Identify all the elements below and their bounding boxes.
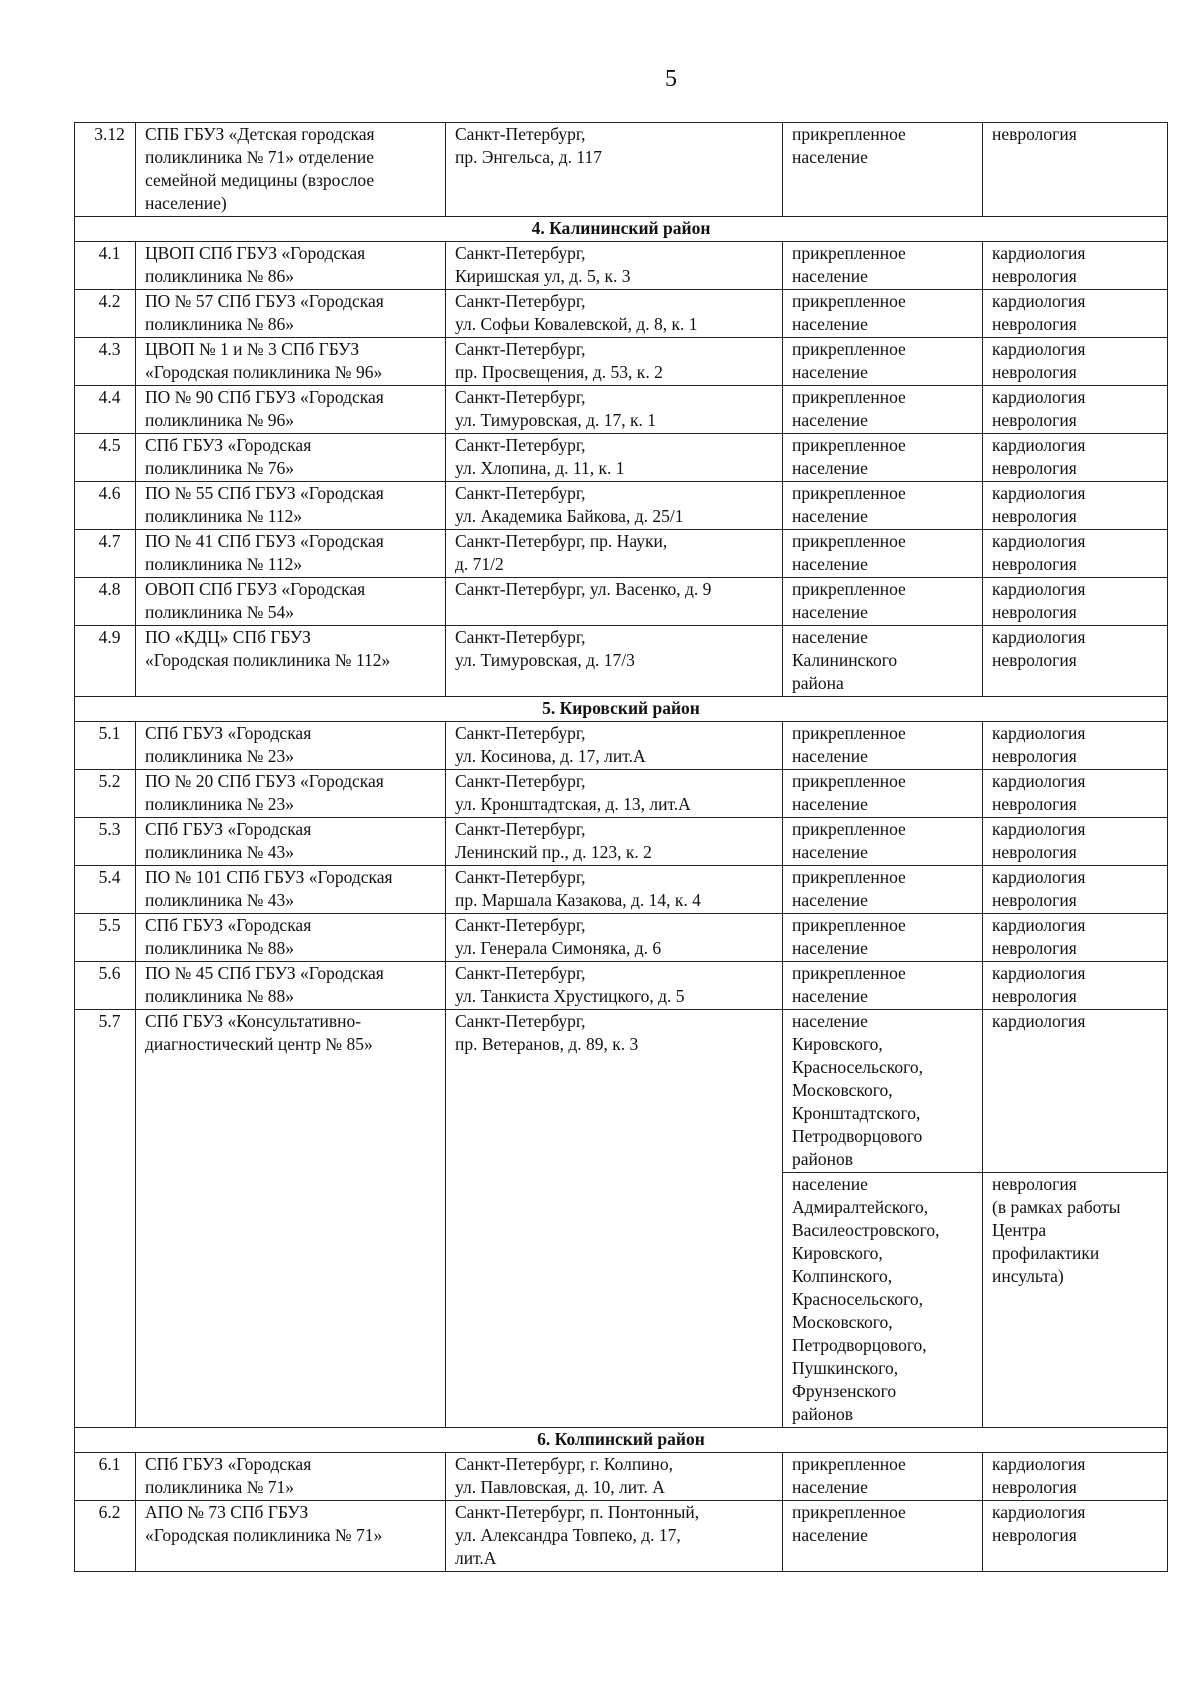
- address-cell-line: ул. Тимуровская, д. 17, к. 1: [455, 410, 657, 430]
- specialty-cell-line: кардиология: [992, 387, 1086, 407]
- specialty-cell-line: неврология: [992, 602, 1077, 622]
- institution-name-cell-line: ПО № 41 СПб ГБУЗ «Городская: [145, 531, 384, 551]
- institution-name-cell-line: СПб ГБУЗ «Городская: [145, 915, 312, 935]
- specialty-cell: [983, 626, 1168, 697]
- institution-name-cell-line: ЦВОП СПб ГБУЗ «Городская: [145, 243, 366, 263]
- section-header-row: [75, 697, 1168, 722]
- institution-name-cell: [136, 1501, 446, 1572]
- population-cell-line: Кировского,: [792, 1243, 883, 1263]
- specialty-cell-line: кардиология: [992, 963, 1086, 983]
- population-cell: [783, 123, 983, 217]
- institution-name-cell-line: поликлиника № 71» отделение: [145, 147, 374, 167]
- address-cell-line: Санкт-Петербург,: [455, 963, 586, 983]
- population-cell-line: Колпинского,: [792, 1266, 893, 1286]
- population-cell-line: Пушкинского,: [792, 1358, 899, 1378]
- institution-name-cell: [136, 530, 446, 578]
- institution-name-cell: [136, 914, 446, 962]
- specialty-cell-line: кардиология: [992, 291, 1086, 311]
- address-cell: [446, 242, 783, 290]
- institution-name-cell: [136, 626, 446, 697]
- table-row: [75, 290, 1168, 338]
- row-number: 5.1: [75, 722, 136, 770]
- institution-name-cell: [136, 386, 446, 434]
- specialty-cell: [983, 1501, 1168, 1572]
- population-cell-line: население: [792, 314, 868, 334]
- row-number: 4.7: [75, 530, 136, 578]
- address-cell-line: Санкт-Петербург,: [455, 771, 586, 791]
- specialty-cell: [983, 1453, 1168, 1501]
- address-cell-line: Санкт-Петербург,: [455, 819, 586, 839]
- specialty-cell: [983, 818, 1168, 866]
- specialty-cell-line: неврология: [992, 506, 1077, 526]
- address-cell: [446, 818, 783, 866]
- population-cell-line: прикрепленное: [792, 579, 906, 599]
- specialty-cell: [983, 722, 1168, 770]
- row-number: 4.6: [75, 482, 136, 530]
- address-cell: [446, 1453, 783, 1501]
- institution-name-cell: [136, 818, 446, 866]
- specialty-cell-line: кардиология: [992, 435, 1086, 455]
- table-row: [75, 626, 1168, 697]
- population-cell-line: Красносельского,: [792, 1057, 923, 1077]
- address-cell-line: ул. Павловская, д. 10, лит. А: [455, 1477, 665, 1497]
- population-cell-line: население: [792, 458, 868, 478]
- institution-name-cell-line: СПБ ГБУЗ «Детская городская: [145, 124, 375, 144]
- address-cell-line: Санкт-Петербург,: [455, 723, 586, 743]
- address-cell-line: ул. Косинова, д. 17, лит.А: [455, 746, 646, 766]
- population-cell-line: население: [792, 602, 868, 622]
- population-cell-line: население: [792, 794, 868, 814]
- institution-name-cell-line: ОВОП СПб ГБУЗ «Городская: [145, 579, 366, 599]
- specialty-cell: [983, 482, 1168, 530]
- institution-name-cell-line: СПб ГБУЗ «Городская: [145, 819, 312, 839]
- address-cell-line: Санкт-Петербург,: [455, 387, 586, 407]
- address-cell-line: ул. Александра Товпеко, д. 17,: [455, 1525, 681, 1545]
- specialty-cell-line: неврология: [992, 124, 1077, 144]
- population-cell-line: районов: [792, 1149, 854, 1169]
- table-row: [75, 242, 1168, 290]
- section-header-row: [75, 217, 1168, 242]
- address-cell-line: д. 71/2: [455, 554, 504, 574]
- address-cell-line: Санкт-Петербург, г. Колпино,: [455, 1454, 674, 1474]
- table-row: [75, 1010, 1168, 1173]
- section-header-row: [75, 1428, 1168, 1453]
- table-row: [75, 123, 1168, 217]
- address-cell-line: Санкт-Петербург,: [455, 339, 586, 359]
- population-cell-line: население: [792, 1011, 868, 1031]
- specialty-cell-line: неврология: [992, 650, 1077, 670]
- population-cell: [783, 914, 983, 962]
- institution-name-cell-line: поликлиника № 76»: [145, 458, 295, 478]
- population-cell-line: население: [792, 1477, 868, 1497]
- population-cell: [783, 1501, 983, 1572]
- table-row: [75, 914, 1168, 962]
- specialty-cell-line: неврология: [992, 938, 1077, 958]
- address-cell: [446, 123, 783, 217]
- address-cell-line: Ленинский пр., д. 123, к. 2: [455, 842, 652, 862]
- specialty-cell: [983, 530, 1168, 578]
- population-cell-line: прикрепленное: [792, 819, 906, 839]
- population-cell-line: Василеостровского,: [792, 1220, 940, 1240]
- population-cell-line: население: [792, 410, 868, 430]
- institution-name-cell-line: СПб ГБУЗ «Консультативно-: [145, 1011, 362, 1031]
- specialty-cell: [983, 578, 1168, 626]
- specialty-cell-line: кардиология: [992, 867, 1086, 887]
- specialty-cell: [983, 770, 1168, 818]
- specialty-cell-line: кардиология: [992, 1454, 1086, 1474]
- population-cell-line: прикрепленное: [792, 531, 906, 551]
- specialty-cell-line: кардиология: [992, 483, 1086, 503]
- institution-name-cell-line: поликлиника № 23»: [145, 794, 295, 814]
- address-cell-line: Санкт-Петербург,: [455, 915, 586, 935]
- section-title: 6. Колпинский район: [75, 1428, 1168, 1453]
- row-number: 5.4: [75, 866, 136, 914]
- institution-name-cell-line: поликлиника № 43»: [145, 842, 295, 862]
- section-title: 5. Кировский район: [75, 697, 1168, 722]
- population-cell-line: население: [792, 938, 868, 958]
- population-cell-line: района: [792, 673, 844, 693]
- table-row: [75, 722, 1168, 770]
- address-cell-line: ул. Танкиста Хрустицкого, д. 5: [455, 986, 685, 1006]
- table-row: [75, 386, 1168, 434]
- specialty-cell-line: инсульта): [992, 1266, 1064, 1286]
- specialty-cell-line: кардиология: [992, 627, 1086, 647]
- address-cell: [446, 722, 783, 770]
- specialty-cell-line: Центра: [992, 1220, 1047, 1240]
- table-row: [75, 818, 1168, 866]
- specialty-cell-line: кардиология: [992, 579, 1086, 599]
- population-cell: [783, 1010, 983, 1173]
- population-cell-line: Кировского,: [792, 1034, 883, 1054]
- institution-name-cell-line: СПб ГБУЗ «Городская: [145, 1454, 312, 1474]
- population-cell: [783, 338, 983, 386]
- address-cell: [446, 914, 783, 962]
- institution-name-cell: [136, 242, 446, 290]
- address-cell-line: пр. Энгельса, д. 117: [455, 147, 602, 167]
- institution-name-cell-line: поликлиника № 86»: [145, 266, 295, 286]
- population-cell: [783, 290, 983, 338]
- population-cell-line: население: [792, 362, 868, 382]
- population-cell: [783, 242, 983, 290]
- specialty-cell-line: кардиология: [992, 243, 1086, 263]
- institution-name-cell: [136, 722, 446, 770]
- address-cell: [446, 578, 783, 626]
- population-cell-line: население: [792, 1525, 868, 1545]
- population-cell-line: прикрепленное: [792, 387, 906, 407]
- address-cell-line: Санкт-Петербург,: [455, 124, 586, 144]
- population-cell: [783, 482, 983, 530]
- specialty-cell-line: неврология: [992, 986, 1077, 1006]
- address-cell: [446, 1501, 783, 1572]
- address-cell-line: ул. Академика Байкова, д. 25/1: [455, 506, 684, 526]
- address-cell-line: Санкт-Петербург, пр. Науки,: [455, 531, 668, 551]
- address-cell-line: ул. Хлопина, д. 11, к. 1: [455, 458, 625, 478]
- specialty-cell-line: (в рамках работы: [992, 1197, 1121, 1217]
- institution-name-cell-line: поликлиника № 88»: [145, 986, 295, 1006]
- specialty-cell-line: неврология: [992, 842, 1077, 862]
- population-cell: [783, 770, 983, 818]
- population-cell-line: прикрепленное: [792, 1502, 906, 1522]
- section-title: 4. Калининский район: [75, 217, 1168, 242]
- institution-name-cell-line: СПб ГБУЗ «Городская: [145, 723, 312, 743]
- institution-name-cell: [136, 338, 446, 386]
- institution-name-cell-line: ПО № 20 СПб ГБУЗ «Городская: [145, 771, 384, 791]
- population-cell-line: Красносельского,: [792, 1289, 923, 1309]
- population-cell-line: прикрепленное: [792, 963, 906, 983]
- institution-name-cell-line: «Городская поликлиника № 96»: [145, 362, 383, 382]
- specialty-cell-line: неврология: [992, 314, 1077, 334]
- row-number: 4.1: [75, 242, 136, 290]
- address-cell-line: Санкт-Петербург,: [455, 291, 586, 311]
- population-cell-line: Фрунзенского: [792, 1381, 897, 1401]
- row-number: 6.1: [75, 1453, 136, 1501]
- population-cell-line: Адмиралтейского,: [792, 1197, 929, 1217]
- specialty-cell: [983, 914, 1168, 962]
- specialty-cell: [983, 290, 1168, 338]
- population-cell-line: прикрепленное: [792, 1454, 906, 1474]
- table-row: [75, 482, 1168, 530]
- specialty-cell-line: кардиология: [992, 339, 1086, 359]
- population-cell-line: прикрепленное: [792, 723, 906, 743]
- population-cell-line: прикрепленное: [792, 291, 906, 311]
- population-cell-line: Московского,: [792, 1080, 893, 1100]
- clinics-table-body: [75, 123, 1168, 1572]
- address-cell-line: Санкт-Петербург,: [455, 243, 586, 263]
- row-number: 5.5: [75, 914, 136, 962]
- institution-name-cell-line: поликлиника № 71»: [145, 1477, 295, 1497]
- institution-name-cell-line: поликлиника № 112»: [145, 506, 303, 526]
- population-cell-line: прикрепленное: [792, 771, 906, 791]
- address-cell-line: пр. Просвещения, д. 53, к. 2: [455, 362, 663, 382]
- specialty-cell-line: неврология: [992, 746, 1077, 766]
- row-number: 5.2: [75, 770, 136, 818]
- population-cell-line: прикрепленное: [792, 915, 906, 935]
- row-number: 4.4: [75, 386, 136, 434]
- population-cell-line: население: [792, 986, 868, 1006]
- row-number: 5.3: [75, 818, 136, 866]
- population-cell-line: Калининского: [792, 650, 898, 670]
- institution-name-cell: [136, 866, 446, 914]
- table-row: [75, 530, 1168, 578]
- address-cell-line: Санкт-Петербург,: [455, 1011, 586, 1031]
- population-cell-line: прикрепленное: [792, 339, 906, 359]
- specialty-cell: [983, 242, 1168, 290]
- population-cell-line: прикрепленное: [792, 867, 906, 887]
- specialty-cell-line: кардиология: [992, 1502, 1086, 1522]
- population-cell: [783, 434, 983, 482]
- institution-name-cell-line: поликлиника № 23»: [145, 746, 295, 766]
- row-number: 4.9: [75, 626, 136, 697]
- address-cell-line: ул. Генерала Симоняка, д. 6: [455, 938, 662, 958]
- specialty-cell: [983, 1010, 1168, 1173]
- specialty-cell-line: кардиология: [992, 819, 1086, 839]
- row-number: 4.8: [75, 578, 136, 626]
- table-row: [75, 338, 1168, 386]
- specialty-cell-line: неврология: [992, 410, 1077, 430]
- address-cell: [446, 770, 783, 818]
- specialty-cell: [983, 338, 1168, 386]
- specialty-cell: [983, 866, 1168, 914]
- institution-name-cell-line: ПО № 57 СПб ГБУЗ «Городская: [145, 291, 384, 311]
- population-cell-line: Московского,: [792, 1312, 893, 1332]
- population-cell: [783, 626, 983, 697]
- address-cell-line: Санкт-Петербург, ул. Васенко, д. 9: [455, 579, 712, 599]
- population-cell: [783, 1453, 983, 1501]
- institution-name-cell: [136, 770, 446, 818]
- institution-name-cell-line: «Городская поликлиника № 112»: [145, 650, 391, 670]
- population-cell-line: прикрепленное: [792, 243, 906, 263]
- population-cell-line: население: [792, 1174, 868, 1194]
- table-row: [75, 578, 1168, 626]
- institution-name-cell: [136, 123, 446, 217]
- specialty-cell-line: кардиология: [992, 915, 1086, 935]
- institution-name-cell-line: поликлиника № 86»: [145, 314, 295, 334]
- institution-name-cell: [136, 290, 446, 338]
- population-cell-line: население: [792, 266, 868, 286]
- table-row: [75, 434, 1168, 482]
- specialty-cell: [983, 123, 1168, 217]
- row-number: 4.5: [75, 434, 136, 482]
- specialty-cell-line: кардиология: [992, 531, 1086, 551]
- specialty-cell-line: неврология: [992, 1477, 1077, 1497]
- institution-name-cell-line: АПО № 73 СПб ГБУЗ: [145, 1502, 309, 1522]
- address-cell-line: Санкт-Петербург,: [455, 867, 586, 887]
- institution-name-cell-line: «Городская поликлиника № 71»: [145, 1525, 383, 1545]
- specialty-cell-line: кардиология: [992, 1011, 1086, 1031]
- population-cell-line: население: [792, 842, 868, 862]
- population-cell-line: Кронштадтского,: [792, 1103, 921, 1123]
- row-number: 5.7: [75, 1010, 136, 1428]
- population-cell: [783, 386, 983, 434]
- specialty-cell: [983, 386, 1168, 434]
- institution-name-cell-line: ПО № 45 СПб ГБУЗ «Городская: [145, 963, 384, 983]
- population-cell: [783, 530, 983, 578]
- population-cell-line: прикрепленное: [792, 483, 906, 503]
- specialty-cell: [983, 434, 1168, 482]
- population-cell-line: население: [792, 506, 868, 526]
- row-number: 4.3: [75, 338, 136, 386]
- row-number: 4.2: [75, 290, 136, 338]
- institution-name-cell-line: ЦВОП № 1 и № 3 СПб ГБУЗ: [145, 339, 360, 359]
- specialty-cell-line: неврология: [992, 554, 1077, 574]
- population-cell: [783, 722, 983, 770]
- institution-name-cell: [136, 1453, 446, 1501]
- address-cell: [446, 386, 783, 434]
- address-cell: [446, 338, 783, 386]
- population-cell-line: население: [792, 746, 868, 766]
- specialty-cell: [983, 1173, 1168, 1428]
- row-number: 6.2: [75, 1501, 136, 1572]
- population-cell-line: районов: [792, 1404, 854, 1424]
- table-row: [75, 962, 1168, 1010]
- row-number: 5.6: [75, 962, 136, 1010]
- table-row: [75, 1501, 1168, 1572]
- population-cell: [783, 578, 983, 626]
- address-cell: [446, 1010, 783, 1428]
- address-cell-line: Санкт-Петербург, п. Понтонный,: [455, 1502, 700, 1522]
- population-cell-line: Петродворцового,: [792, 1335, 927, 1355]
- address-cell: [446, 866, 783, 914]
- institution-name-cell-line: ПО № 101 СПб ГБУЗ «Городская: [145, 867, 393, 887]
- clinics-table: [74, 122, 1168, 1572]
- address-cell-line: ул. Софьи Ковалевской, д. 8, к. 1: [455, 314, 698, 334]
- specialty-cell-line: неврология: [992, 362, 1077, 382]
- page-number: 5: [665, 66, 677, 92]
- population-cell-line: население: [792, 890, 868, 910]
- institution-name-cell-line: ПО № 90 СПб ГБУЗ «Городская: [145, 387, 384, 407]
- address-cell-line: пр. Ветеранов, д. 89, к. 3: [455, 1034, 639, 1054]
- institution-name-cell-line: поликлиника № 43»: [145, 890, 295, 910]
- address-cell: [446, 626, 783, 697]
- institution-name-cell-line: поликлиника № 88»: [145, 938, 295, 958]
- institution-name-cell-line: семейной медицины (взрослое: [145, 170, 375, 190]
- table-row: [75, 866, 1168, 914]
- specialty-cell-line: неврология: [992, 458, 1077, 478]
- address-cell-line: ул. Кронштадтская, д. 13, лит.А: [455, 794, 691, 814]
- institution-name-cell: [136, 1010, 446, 1428]
- address-cell-line: ул. Тимуровская, д. 17/3: [455, 650, 635, 670]
- specialty-cell: [983, 962, 1168, 1010]
- address-cell-line: Санкт-Петербург,: [455, 483, 586, 503]
- population-cell-line: население: [792, 627, 868, 647]
- address-cell: [446, 290, 783, 338]
- specialty-cell-line: кардиология: [992, 723, 1086, 743]
- address-cell-line: Санкт-Петербург,: [455, 435, 586, 455]
- institution-name-cell-line: ПО № 55 СПб ГБУЗ «Городская: [145, 483, 384, 503]
- population-cell-line: прикрепленное: [792, 435, 906, 455]
- row-number: 3.12: [75, 123, 136, 217]
- address-cell: [446, 434, 783, 482]
- population-cell: [783, 1173, 983, 1428]
- table-row: [75, 1453, 1168, 1501]
- institution-name-cell: [136, 962, 446, 1010]
- institution-name-cell-line: диагностический центр № 85»: [145, 1034, 373, 1054]
- specialty-cell-line: неврология: [992, 266, 1077, 286]
- population-cell-line: население: [792, 147, 868, 167]
- population-cell: [783, 866, 983, 914]
- institution-name-cell-line: поликлиника № 96»: [145, 410, 295, 430]
- institution-name-cell-line: СПб ГБУЗ «Городская: [145, 435, 312, 455]
- institution-name-cell-line: поликлиника № 112»: [145, 554, 303, 574]
- population-cell: [783, 962, 983, 1010]
- institution-name-cell: [136, 482, 446, 530]
- institution-name-cell-line: поликлиника № 54»: [145, 602, 295, 622]
- specialty-cell-line: кардиология: [992, 771, 1086, 791]
- population-cell: [783, 818, 983, 866]
- institution-name-cell: [136, 578, 446, 626]
- specialty-cell-line: неврология: [992, 794, 1077, 814]
- institution-name-cell: [136, 434, 446, 482]
- specialty-cell-line: неврология: [992, 1525, 1077, 1545]
- population-cell-line: прикрепленное: [792, 124, 906, 144]
- specialty-cell-line: профилактики: [992, 1243, 1100, 1263]
- institution-name-cell-line: население): [145, 193, 227, 213]
- address-cell-line: лит.А: [455, 1548, 497, 1568]
- address-cell-line: Киришская ул, д. 5, к. 3: [455, 266, 631, 286]
- table-row: [75, 770, 1168, 818]
- address-cell: [446, 530, 783, 578]
- specialty-cell-line: неврология: [992, 890, 1077, 910]
- population-cell-line: население: [792, 554, 868, 574]
- address-cell-line: пр. Маршала Казакова, д. 14, к. 4: [455, 890, 701, 910]
- specialty-cell-line: неврология: [992, 1174, 1077, 1194]
- address-cell: [446, 482, 783, 530]
- address-cell-line: Санкт-Петербург,: [455, 627, 586, 647]
- population-cell-line: Петродворцового: [792, 1126, 923, 1146]
- institution-name-cell-line: ПО «КДЦ» СПб ГБУЗ: [145, 627, 311, 647]
- address-cell: [446, 962, 783, 1010]
